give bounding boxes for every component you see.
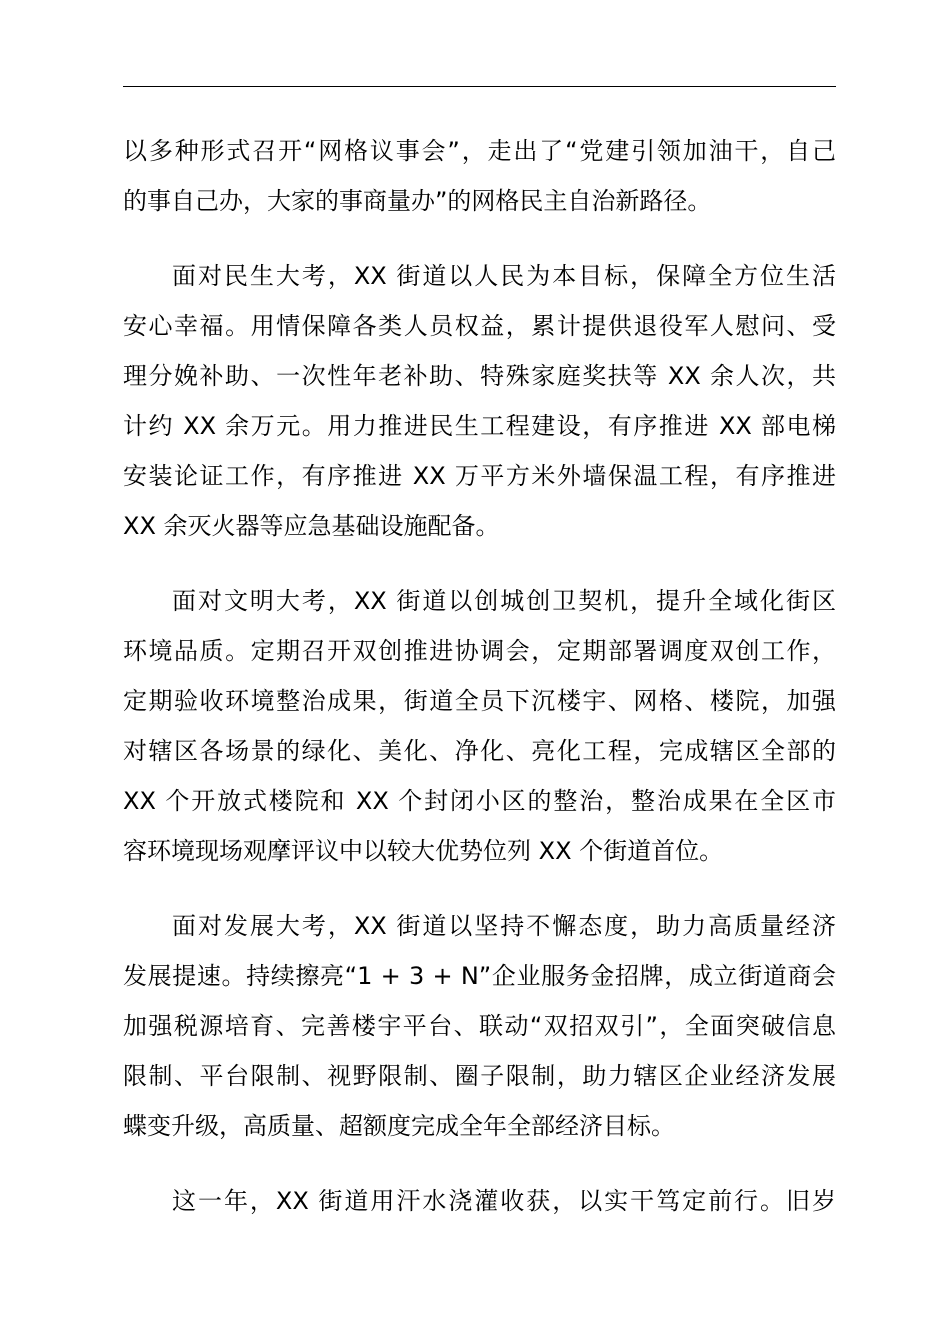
text-line: 加强税源培育、完善楼宇平台、联动“双招双引”，全面突破信息 — [123, 1012, 836, 1040]
body-text — [123, 126, 836, 1251]
text-line: 以多种形式召开“网格议事会”，走出了“党建引领加油干，自己 — [123, 137, 836, 165]
text-line: 安心幸福。用情保障各类人员权益，累计提供退役军人慰问、受 — [123, 312, 836, 340]
text-line: 定期验收环境整治成果，街道全员下沉楼宇、网格、楼院，加强 — [123, 687, 836, 715]
text-line: XX 个开放式楼院和 XX 个封闭小区的整治，整治成果在全区市 — [123, 787, 836, 815]
paragraph-3 — [123, 576, 836, 876]
text-line: XX 余灭火器等应急基础设施配备。 — [123, 512, 500, 540]
paragraph-4 — [123, 901, 836, 1151]
text-line: 的事自己办，大家的事商量办”的网格民主自治新路径。 — [123, 187, 712, 215]
text-line: 面对民生大考，XX 街道以人民为本目标，保障全方位生活 — [172, 262, 836, 290]
text-line: 面对文明大考，XX 街道以创城创卫契机，提升全域化街区 — [172, 587, 836, 615]
text-line: 安装论证工作，有序推进 XX 万平方米外墙保温工程，有序推进 — [123, 462, 836, 490]
paragraph-2 — [123, 251, 836, 551]
header-rule — [123, 86, 836, 87]
text-line: 面对发展大考，XX 街道以坚持不懈态度，助力高质量经济 — [172, 912, 836, 940]
text-line: 这一年，XX 街道用汗水浇灌收获，以实干笃定前行。旧岁 — [172, 1187, 836, 1215]
text-line: 对辖区各场景的绿化、美化、净化、亮化工程，完成辖区全部的 — [123, 737, 836, 765]
text-line: 限制、平台限制、视野限制、圈子限制，助力辖区企业经济发展 — [123, 1062, 836, 1090]
text-line: 理分娩补助、一次性年老补助、特殊家庭奖扶等 XX 余人次，共 — [123, 362, 836, 390]
text-line: 环境品质。定期召开双创推进协调会，定期部署调度双创工作， — [123, 637, 836, 665]
text-line: 容环境现场观摩评议中以较大优势位列 XX 个街道首位。 — [123, 837, 724, 865]
paragraph-5 — [123, 1176, 836, 1226]
text-line: 蝶变升级，高质量、超额度完成全年全部经济目标。 — [123, 1112, 675, 1140]
paragraph-1 — [123, 126, 836, 226]
text-line: 发展提速。持续擦亮“1 + 3 + N”企业服务金招牌，成立街道商会 — [123, 962, 836, 990]
text-line: 计约 XX 余万元。用力推进民生工程建设，有序推进 XX 部电梯 — [123, 412, 836, 440]
